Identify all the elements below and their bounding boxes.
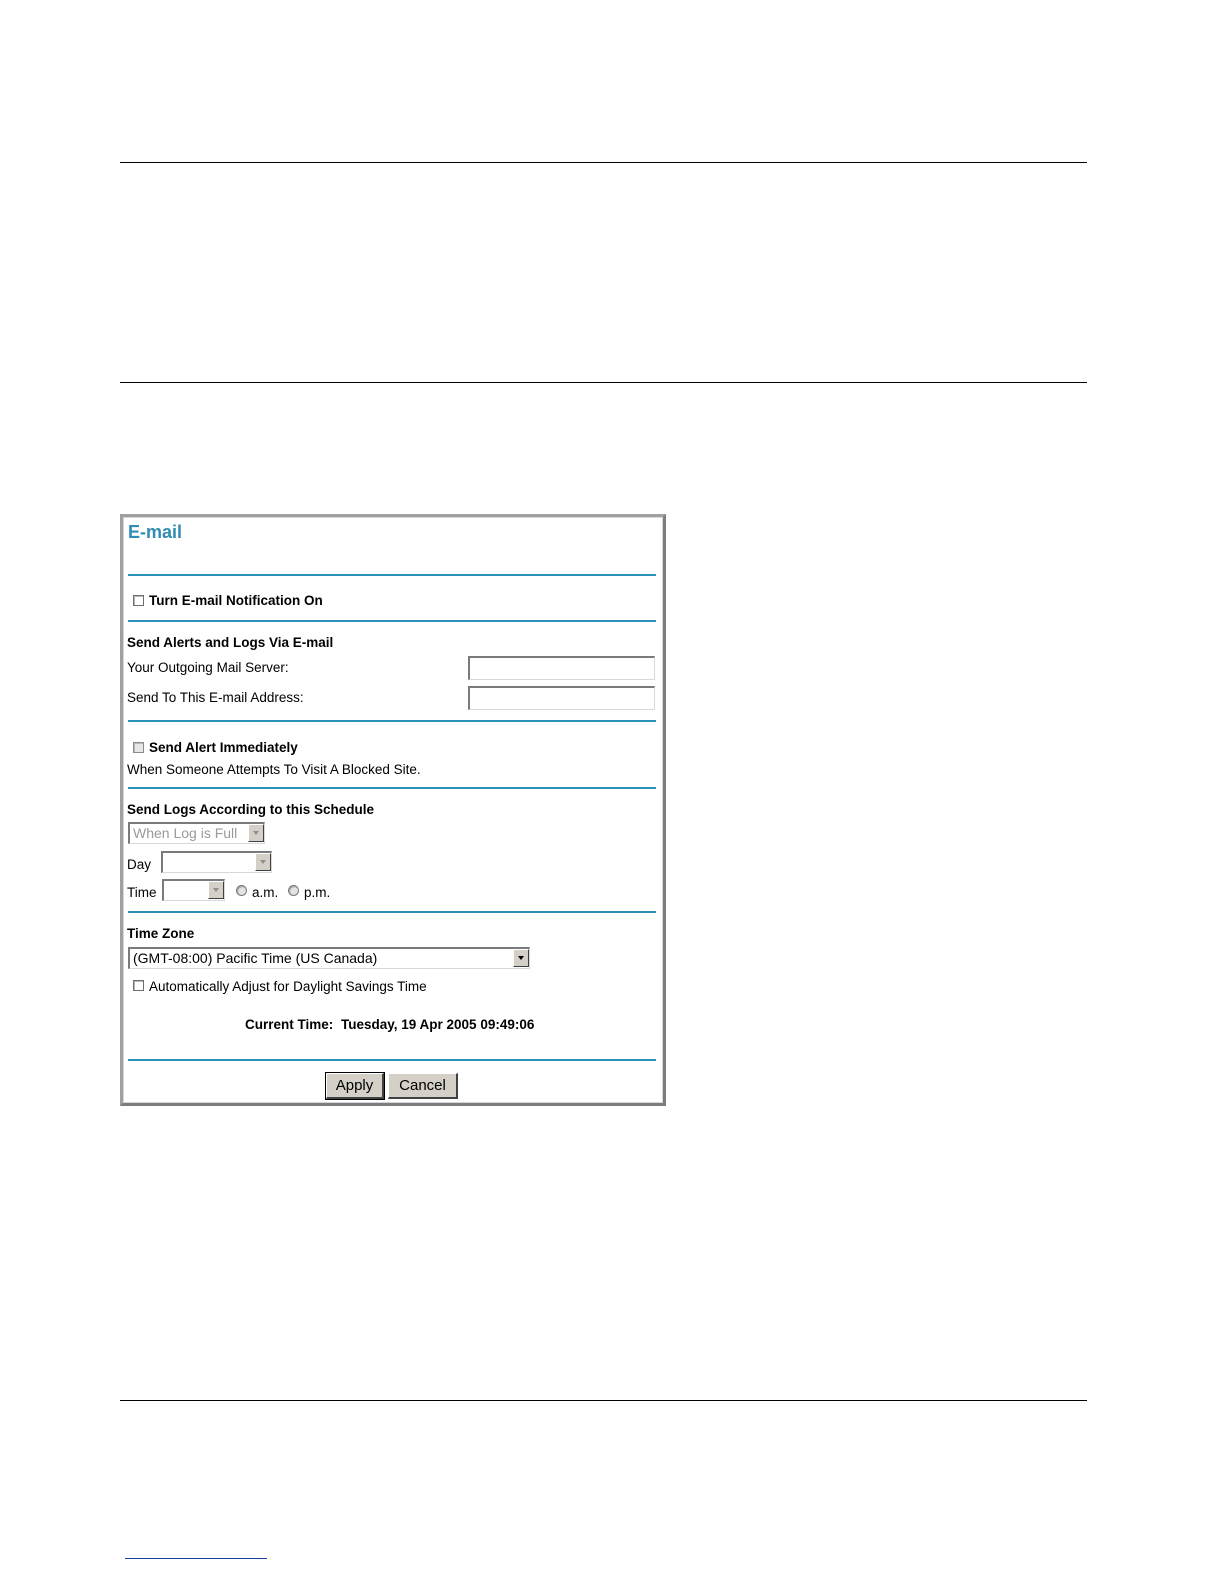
send-alert-immediately-checkbox[interactable] [133,742,144,753]
section-divider [128,787,656,789]
daylight-savings-checkbox[interactable] [133,980,144,991]
email-notification-label: Turn E-mail Notification On [149,593,323,608]
panel-title: E-mail [128,522,183,542]
chevron-down-icon [513,949,529,967]
mail-server-label: Your Outgoing Mail Server: [127,660,289,675]
alerts-heading: Send Alerts and Logs Via E-mail [127,635,334,650]
section-divider [128,574,656,576]
pm-radio[interactable] [288,885,299,896]
am-radio[interactable] [236,885,247,896]
blocked-site-description: When Someone Attempts To Visit A Blocked Site. [127,762,421,777]
section-divider [128,911,656,913]
page-rule-bottom [120,1400,1087,1401]
email-address-label: Send To This E-mail Address: [127,690,304,705]
pm-label: p.m. [304,885,331,900]
cancel-button[interactable]: Cancel [388,1073,458,1099]
email-settings-window [120,514,666,1106]
chevron-down-icon [255,853,271,871]
page-rule-middle [120,382,1087,383]
schedule-heading: Send Logs According to this Schedule [127,802,375,817]
time-label: Time [127,885,157,900]
email-address-input[interactable] [468,686,655,710]
time-zone-value: (GMT-08:00) Pacific Time (US Canada) [133,950,378,966]
time-select[interactable] [162,879,225,901]
chevron-down-icon [208,881,224,899]
footer-link-underline[interactable] [125,1558,267,1559]
time-zone-heading: Time Zone [127,926,195,941]
day-select[interactable] [161,851,272,873]
current-time-label: Current Time: [245,1017,334,1032]
section-divider [128,620,656,622]
send-alert-immediately-label: Send Alert Immediately [149,740,298,755]
schedule-frequency-value: When Log is Full [133,825,238,841]
chevron-down-icon [248,824,264,842]
email-notification-checkbox[interactable] [133,595,144,606]
current-time-value: Tuesday, 19 Apr 2005 09:49:06 [341,1017,535,1032]
time-zone-select[interactable] [128,947,530,969]
section-divider [128,1059,656,1061]
page-rule-top [120,162,1087,163]
am-label: a.m. [252,885,279,900]
apply-button[interactable]: Apply [326,1073,384,1099]
daylight-savings-label: Automatically Adjust for Daylight Savings Time [149,979,427,994]
section-divider [128,720,656,722]
day-label: Day [127,857,152,872]
mail-server-input[interactable] [468,656,655,680]
schedule-frequency-select[interactable] [128,822,265,844]
